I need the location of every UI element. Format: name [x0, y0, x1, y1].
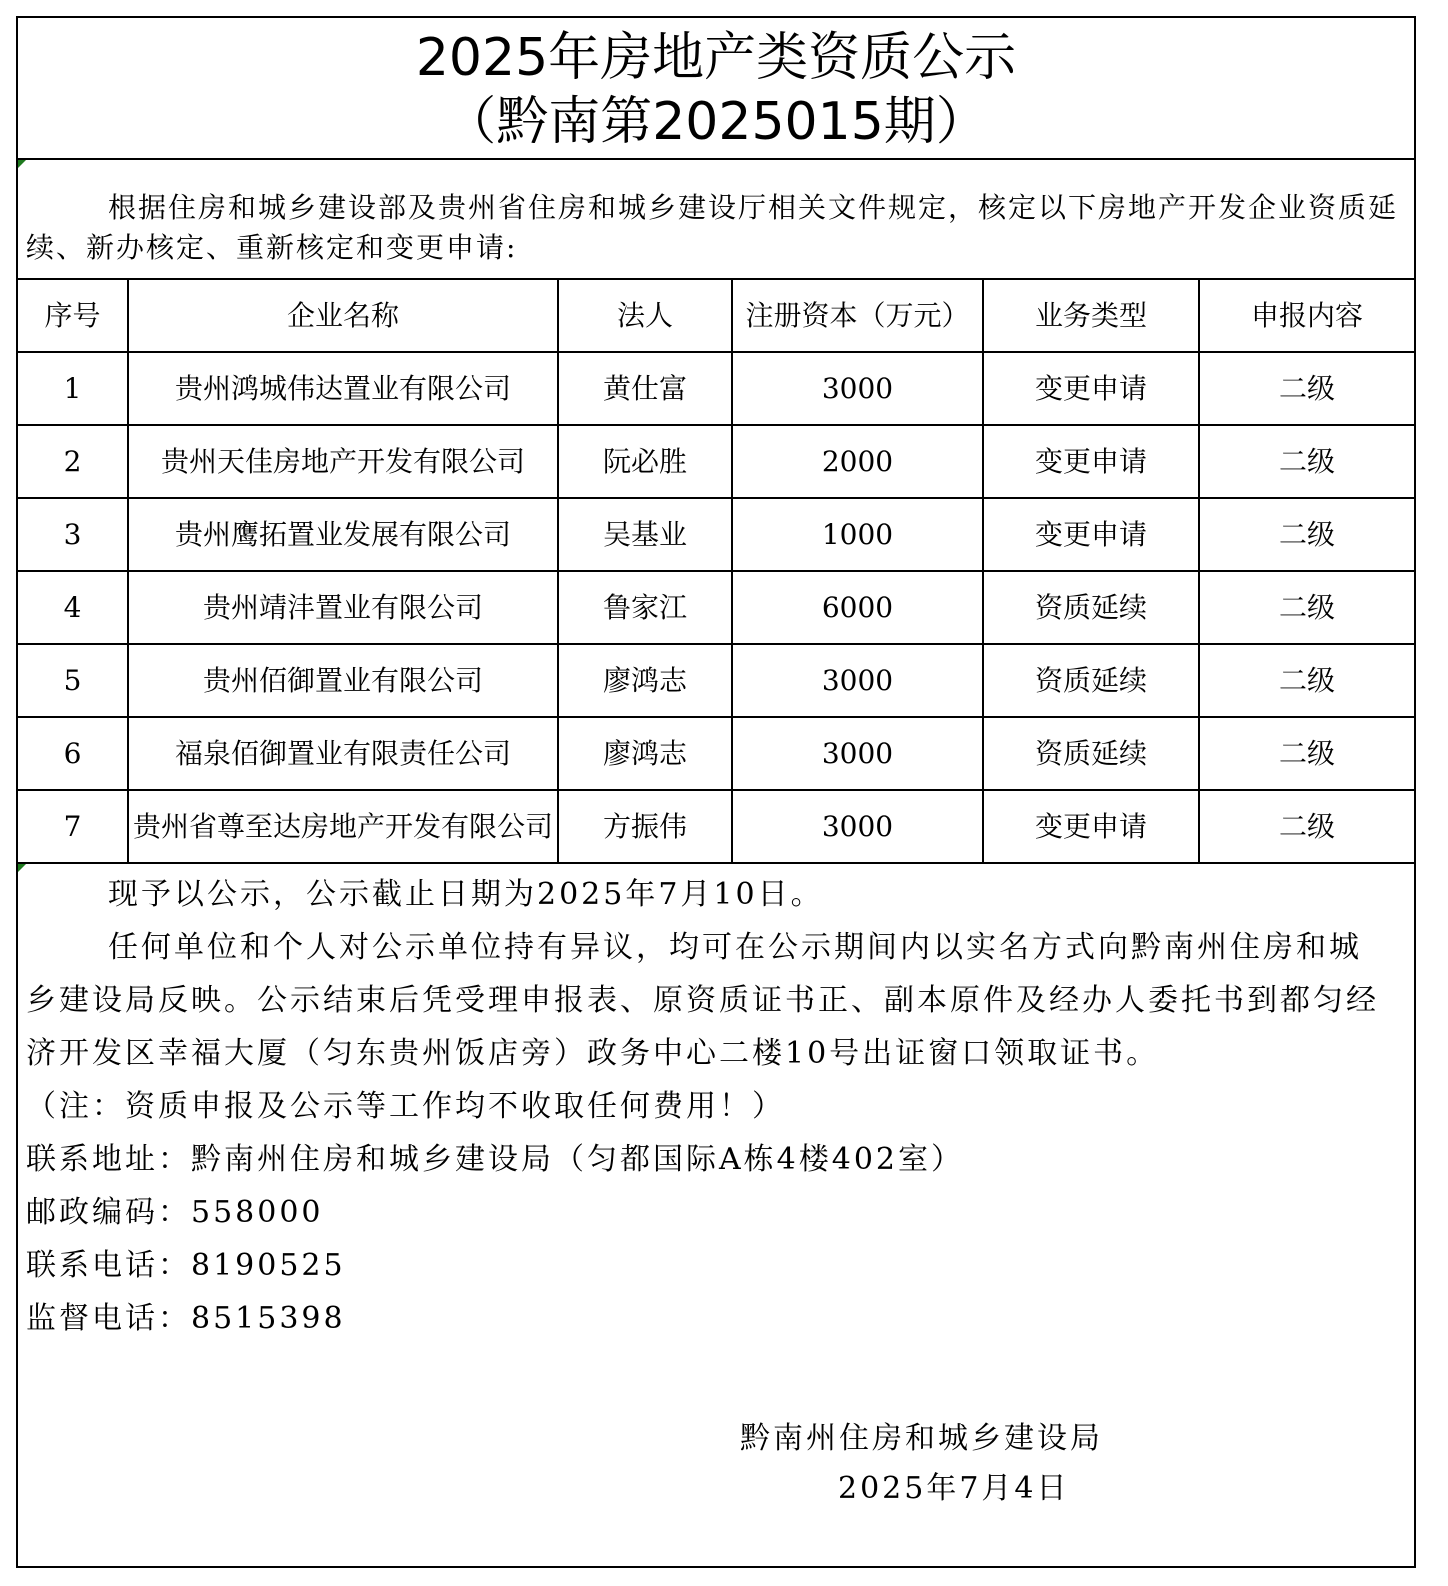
table-row	[18, 644, 1414, 717]
deadline-text: 现予以公示，公示截止日期为2025年7月10日。	[108, 877, 824, 912]
supervision-phone: 监督电话：8515398	[26, 1301, 346, 1336]
notice-body	[18, 864, 1414, 1345]
cell-capital: 3000	[732, 790, 983, 863]
table-row	[18, 571, 1414, 644]
cell-capital: 2000	[732, 425, 983, 498]
cell-index: 4	[18, 571, 128, 644]
contact-phone: 联系电话：8190525	[26, 1248, 346, 1283]
header-cell-company: 企业名称	[128, 280, 558, 352]
cell-index: 7	[18, 790, 128, 863]
cell-index: 5	[18, 644, 128, 717]
cell-marker-icon	[18, 864, 26, 872]
cell-level: 二级	[1199, 425, 1414, 498]
cell-index: 3	[18, 498, 128, 571]
cell-legal-person: 方振伟	[558, 790, 732, 863]
qualification-table	[18, 280, 1414, 864]
cell-company: 贵州靖沣置业有限公司	[128, 571, 558, 644]
cell-index: 2	[18, 425, 128, 498]
cell-legal-person: 廖鸿志	[558, 717, 732, 790]
cell-business-type: 变更申请	[983, 498, 1199, 571]
header-cell-legal-person: 法人	[558, 280, 732, 352]
cell-marker-icon	[18, 160, 26, 168]
cell-company: 贵州天佳房地产开发有限公司	[128, 425, 558, 498]
cell-company: 贵州鸿城伟达置业有限公司	[128, 352, 558, 425]
cell-business-type: 变更申请	[983, 790, 1199, 863]
title-block	[18, 18, 1414, 160]
cell-business-type: 变更申请	[983, 425, 1199, 498]
signature-date: 2025年7月4日	[838, 1471, 1070, 1506]
cell-capital: 3000	[732, 352, 983, 425]
cell-legal-person: 廖鸿志	[558, 644, 732, 717]
cell-level: 二级	[1199, 498, 1414, 571]
cell-index: 6	[18, 717, 128, 790]
cell-legal-person: 吴基业	[558, 498, 732, 571]
intro-text: 根据住房和城乡建设部及贵州省住房和城乡建设厅相关文件规定，核定以下房地产开发企业资质延续、新办核定、重新核定和变更申请:	[26, 191, 1399, 264]
cell-company: 贵州佰御置业有限公司	[128, 644, 558, 717]
header-cell-index: 序号	[18, 280, 128, 352]
cell-level: 二级	[1199, 352, 1414, 425]
cell-capital: 6000	[732, 571, 983, 644]
fee-note: （注：资质申报及公示等工作均不收取任何费用！）	[26, 1089, 785, 1124]
cell-capital: 3000	[732, 644, 983, 717]
cell-legal-person: 鲁家江	[558, 571, 732, 644]
table-row	[18, 717, 1414, 790]
notice-sheet	[16, 16, 1416, 1568]
cell-legal-person: 黄仕富	[558, 352, 732, 425]
cell-legal-person: 阮必胜	[558, 425, 732, 498]
cell-company: 贵州鹰拓置业发展有限公司	[128, 498, 558, 571]
table-row	[18, 790, 1414, 863]
cell-business-type: 变更申请	[983, 352, 1199, 425]
cell-business-type: 资质延续	[983, 717, 1199, 790]
cell-business-type: 资质延续	[983, 644, 1199, 717]
postcode: 邮政编码：558000	[26, 1195, 324, 1230]
contact-address: 联系地址：黔南州住房和城乡建设局（匀都国际A栋4楼402室）	[26, 1142, 965, 1177]
table-row	[18, 425, 1414, 498]
header-cell-capital: 注册资本（万元）	[732, 280, 983, 352]
cell-business-type: 资质延续	[983, 571, 1199, 644]
cell-level: 二级	[1199, 717, 1414, 790]
cell-index: 1	[18, 352, 128, 425]
cell-company: 福泉佰御置业有限责任公司	[128, 717, 558, 790]
cell-level: 二级	[1199, 571, 1414, 644]
cell-level: 二级	[1199, 644, 1414, 717]
table-row	[18, 352, 1414, 425]
table-header-row	[18, 280, 1414, 352]
signature-org: 黔南州住房和城乡建设局	[740, 1421, 1103, 1456]
cell-capital: 1000	[732, 498, 983, 571]
objection-text: 任何单位和个人对公示单位持有异议，均可在公示期间内以实名方式向黔南州住房和城乡建设局反映。公示结束后凭受理申报表、原资质证书正、副本原件及经办人委托书到都匀经济开发区幸福大厦（匀东贵州饭店旁）政务中心二楼10号出证窗口领取证书。	[26, 930, 1379, 1071]
header-cell-business-type: 业务类型	[983, 280, 1199, 352]
table-row	[18, 498, 1414, 571]
signature-block	[740, 1414, 1103, 1514]
cell-company: 贵州省尊至达房地产开发有限公司	[128, 790, 558, 863]
page-subtitle: （黔南第2025015期）	[444, 92, 988, 152]
cell-capital: 3000	[732, 717, 983, 790]
header-cell-level: 申报内容	[1199, 280, 1414, 352]
cell-level: 二级	[1199, 790, 1414, 863]
page-title: 2025年房地产类资质公示	[415, 28, 1017, 88]
intro-paragraph	[18, 160, 1414, 280]
